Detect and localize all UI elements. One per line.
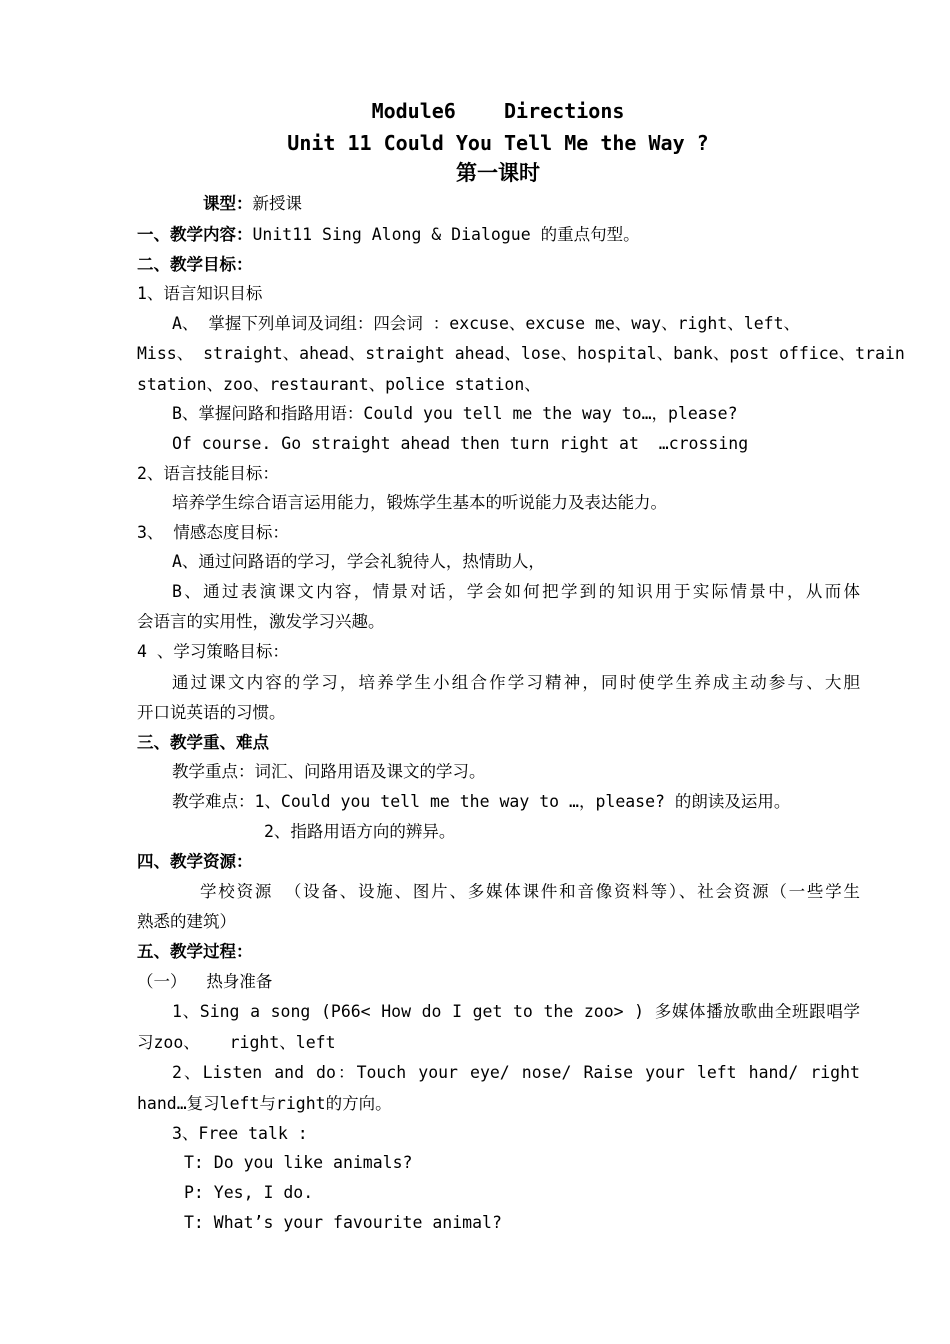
warmup-heading: （一） 热身准备: [137, 972, 273, 991]
content-text: Unit11 Sing Along & Dialogue 的重点句型。: [252, 225, 640, 244]
goal3-b-line1: B、通过表演课文内容，情景对话，学会如何把学到的知识用于实际情景中，从而体: [172, 582, 860, 601]
goal3-a: A、通过问路语的学习，学会礼貌待人，热情助人，: [172, 552, 545, 571]
goal4-heading: 4 、学习策略目标：: [137, 642, 289, 661]
goal2-text: 培养学生综合语言运用能力，锻炼学生基本的听说能力及表达能力。: [172, 493, 667, 512]
goal1-heading: 1、语言知识目标: [137, 284, 263, 303]
goal4-line1: 通过课文内容的学习，培养学生小组合作学习精神，同时使学生养成主动参与、大胆: [172, 673, 860, 692]
goal1-b-line1: B、掌握问路和指路用语：Could you tell me the way to…，please?: [172, 404, 738, 423]
dialogue-line: T: What’s your favourite animal?: [184, 1213, 502, 1232]
goal3-b-line2: 会语言的实用性，激发学习兴趣。: [137, 612, 385, 631]
goal1-a-line3: station、zoo、restaurant、police station、: [137, 375, 541, 394]
goal4-line2: 开口说英语的习惯。: [137, 703, 286, 722]
resources-line1: 学校资源 （设备、设施、图片、多媒体课件和音像资料等）、社会资源（一些学生: [200, 882, 860, 901]
key-points-heading: 三、教学重、难点: [137, 733, 269, 752]
goal2-heading: 2、语言技能目标：: [137, 464, 279, 483]
dialogue-line: P: Yes, I do.: [184, 1183, 314, 1202]
step2-line2: hand…复习left与right的方向。: [137, 1094, 392, 1113]
goal3-heading: 3、 情感态度目标：: [137, 523, 289, 542]
goal1-a-line1: A、 掌握下列单词及词组：四会词 ：excuse、excuse me、way、right、left、: [172, 314, 801, 333]
goal1-b-line2: Of course. Go straight ahead then turn right at …crossing: [172, 434, 749, 453]
course-type-line: [203, 193, 302, 215]
goal1-a-line2: Miss、 straight、ahead、straight ahead、lose、hospital、bank、post office、train: [137, 344, 905, 363]
resources-line2: 熟悉的建筑）: [137, 912, 236, 931]
process-heading: 五、教学过程：: [137, 942, 253, 961]
unit-title: Unit 11 Could You Tell Me the Way ?: [287, 131, 709, 155]
goals-heading: 二、教学目标：: [137, 255, 253, 274]
module-title: Module6 Directions: [371, 99, 625, 123]
content-label: 一、教学内容：: [137, 225, 253, 244]
course-type-label: 课型：: [203, 194, 253, 213]
step1-line2: 习zoo、 right、left: [137, 1033, 336, 1052]
lesson-title: 第一课时: [456, 161, 540, 185]
key-point-2: 教学难点：1、Could you tell me the way to …，please? 的朗读及运用。: [172, 792, 791, 811]
resources-heading: 四、教学资源：: [137, 852, 253, 871]
course-type-value: 新授课: [252, 194, 302, 213]
step2-line1: 2、Listen and do：Touch your eye/ nose/ Raise your left hand/ right: [172, 1063, 860, 1082]
content-line: [137, 224, 640, 246]
step3-heading: 3、Free talk :: [172, 1124, 308, 1143]
key-point-1: 教学重点：词汇、问路用语及课文的学习。: [172, 762, 486, 781]
dialogue-line: T: Do you like animals?: [184, 1153, 413, 1172]
key-point-3: 2、指路用语方向的辨异。: [264, 822, 456, 841]
step1-line1: 1、Sing a song (P66< How do I get to the zoo> ) 多媒体播放歌曲全班跟唱学: [172, 1002, 860, 1021]
